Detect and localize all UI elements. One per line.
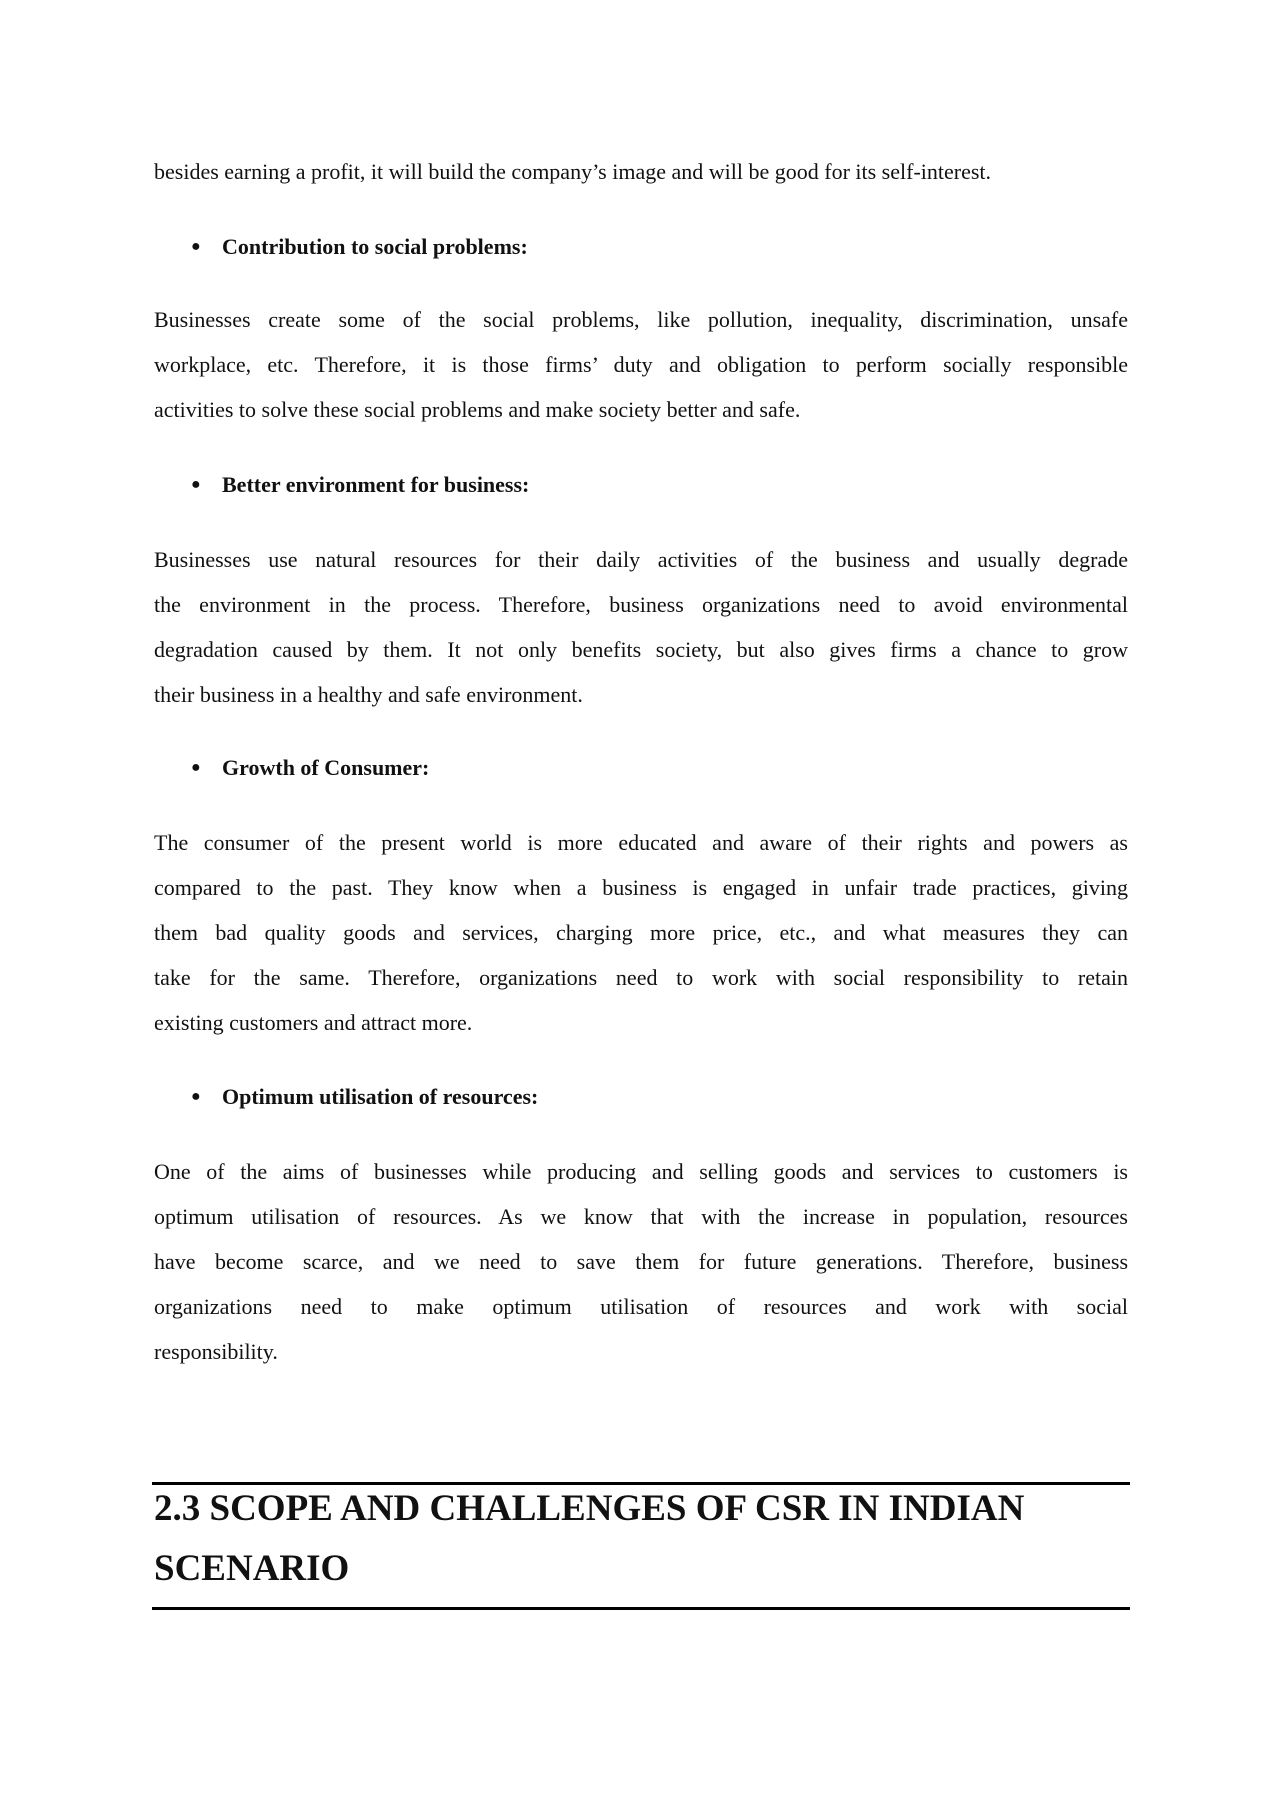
section-bottom-rule	[152, 1607, 1130, 1610]
text-line: organizations need to make optimum utilisation of resources and work with social	[154, 1294, 1128, 1319]
bullet-icon: ●	[191, 759, 201, 776]
bullet-icon: ●	[191, 1088, 201, 1105]
section-heading-line-2: SCENARIO	[154, 1548, 350, 1589]
text-line: optimum utilisation of resources. As we know that with the increase in population, resources	[154, 1204, 1128, 1229]
text-line: existing customers and attract more.	[154, 1010, 473, 1035]
text-line: The consumer of the present world is more educated and aware of their rights and powers as	[154, 830, 1128, 855]
text-line: responsibility.	[154, 1339, 278, 1364]
bullet-icon: ●	[191, 476, 201, 493]
bullet-heading-text: Optimum utilisation of resources:	[222, 1084, 539, 1109]
text-line: besides earning a profit, it will build the company’s image and will be good for its self-interest.	[154, 159, 992, 184]
text-line: degradation caused by them. It not only benefits society, but also gives firms a chance to grow	[154, 637, 1128, 662]
paragraph	[154, 1149, 1128, 1374]
bullet-heading-resources	[191, 1074, 539, 1119]
text-line: take for the same. Therefore, organizations need to work with social responsibility to retain	[154, 965, 1128, 990]
text-line: activities to solve these social problems and make society better and safe.	[154, 397, 801, 422]
bullet-heading-consumer	[191, 745, 430, 790]
text-line: workplace, etc. Therefore, it is those firms’ duty and obligation to perform socially responsible	[154, 352, 1128, 377]
bullet-heading-social-problems	[191, 224, 528, 269]
bullet-heading-text: Better environment for business:	[222, 472, 530, 497]
paragraph	[154, 820, 1128, 1045]
bullet-heading-environment	[191, 462, 530, 507]
text-line: One of the aims of businesses while producing and selling goods and services to customers is	[154, 1159, 1128, 1184]
paragraph	[154, 297, 1128, 432]
bullet-icon: ●	[191, 238, 201, 255]
text-line: them bad quality goods and services, charging more price, etc., and what measures they can	[154, 920, 1128, 945]
paragraph	[154, 149, 1128, 194]
text-line: Businesses create some of the social problems, like pollution, inequality, discrimination, unsafe	[154, 307, 1128, 332]
text-line: Businesses use natural resources for their daily activities of the business and usually degrade	[154, 547, 1128, 572]
section-heading-line-1: 2.3 SCOPE AND CHALLENGES OF CSR IN INDIAN	[154, 1488, 1025, 1529]
paragraph	[154, 537, 1128, 717]
text-line: their business in a healthy and safe environment.	[154, 682, 583, 707]
text-line: have become scarce, and we need to save them for future generations. Therefore, business	[154, 1249, 1128, 1274]
bullet-heading-text: Contribution to social problems:	[222, 234, 528, 259]
text-line: the environment in the process. Therefore, business organizations need to avoid environmental	[154, 592, 1128, 617]
text-line: compared to the past. They know when a business is engaged in unfair trade practices, giving	[154, 875, 1128, 900]
bullet-heading-text: Growth of Consumer:	[222, 755, 430, 780]
